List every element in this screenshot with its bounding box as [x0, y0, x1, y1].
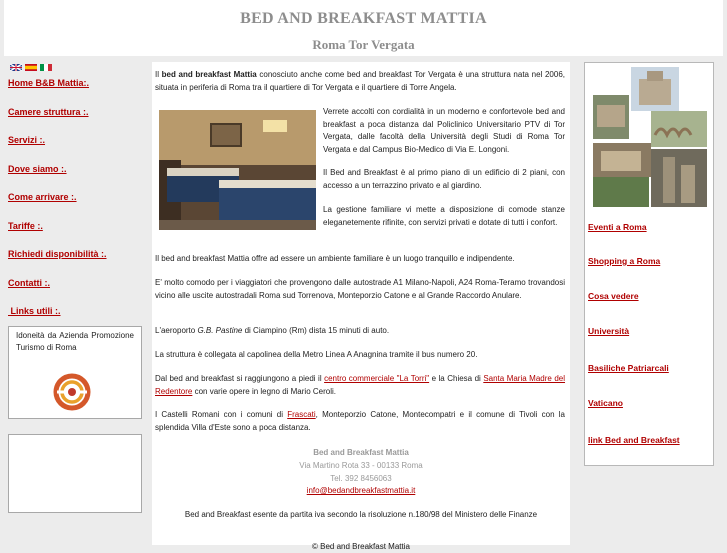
airport-paragraph: L'aeroporto G.B. Pastine di Ciampino (Rm) dista 15 minuti di auto. [155, 326, 390, 335]
nav-contatti[interactable]: Contatti :. [8, 277, 50, 288]
rome-photo-collage [593, 65, 708, 210]
nav-dove-siamo[interactable]: Dove siamo :. [8, 163, 67, 174]
right-link-bed-and-breakfast[interactable]: link Bed and Breakfast [588, 435, 680, 445]
nav-links-utili[interactable]: Links utili :. [8, 306, 61, 316]
left-sidebar [4, 62, 144, 545]
right-link-vaticano[interactable]: Vaticano [588, 398, 623, 408]
contact-name: Bed and Breakfast Mattia [313, 448, 409, 457]
castelli-paragraph: I Castelli Romani con i comuni di Frascati, Monteporzio Catone, Montecompatri e il comune di Tivoli con la splendida Villa d'Este sono a poca distanza. [155, 410, 565, 432]
contact-email-wrap [152, 484, 570, 497]
nav-disponibilita[interactable]: Richiedi disponibilità :. [8, 249, 107, 259]
copyright: © Bed and Breakfast Mattia [312, 542, 410, 551]
walk-paragraph: Dal bed and breakfast si raggiungono a piedi il centro commerciale "La Torri" e la Chiesa di Santa Maria Madre del Redentore con varie opere in legno di Mario Ceroli. [155, 374, 566, 396]
left-empty-box [8, 434, 142, 513]
tourism-approval-box [8, 326, 142, 419]
footer-note: Bed and Breakfast esente da partita iva secondo la risoluzione n.180/98 del Ministero delle Finanze [184, 510, 538, 519]
main-content [152, 62, 570, 551]
ambient-paragraph: Il bed and breakfast Mattia offre ad essere un ambiente familiare è un luogo tranquillo e indipendente. [155, 254, 515, 263]
right-link-shopping[interactable]: Shopping a Roma [588, 256, 661, 266]
metro-paragraph: La struttura è collegata al capolinea della Metro Linea A Anagnina tramite il bus numero 20. [155, 350, 478, 359]
intro-paragraph: Il bed and breakfast Mattia conosciuto anche come bed and breakfast Tor Vergata è una struttura nata nel 2006, situata in periferia di Roma tra il quartiere di Tor Vergata e il quartiere di Torre Angela. [155, 70, 565, 92]
right-link-eventi[interactable]: Eventi a Roma [588, 222, 647, 232]
site-header [4, 0, 723, 56]
flag-spain-icon[interactable] [25, 64, 37, 71]
site-subtitle: Roma Tor Vergata [312, 37, 415, 52]
contact-address: Via Martino Rota 33 - 00133 Roma [299, 461, 423, 470]
highway-paragraph: E' molto comodo per i viaggiatori che provengono dalle autostrade A1 Milano-Napoli, A24 Roma-Teramo trovandosi vicino alle uscite autostradali Roma sud Torrenova, Monteporzio Catone e al Grande Raccordo Anulare. [155, 278, 565, 300]
right-link-universita[interactable]: Università [588, 326, 630, 336]
floor-paragraph: Il Bed and Breakfast è al primo piano di un edificio di 2 piani, con accesso a un terrazzino privato e al giardino. [323, 168, 565, 190]
right-sidebar [584, 62, 714, 466]
welcome-paragraph: Verrete accolti con cordialità in un moderno e confortevole bed and breakfast a poca distanza dal Policlinico Universitario PTV di Tor Vergata, dalle facoltà della Università degli Studi di Roma Tor Vergata e dal Campus Bio-Medico di Via E. Longoni. [323, 107, 565, 154]
flag-uk-icon[interactable] [10, 64, 22, 71]
nav-home[interactable]: Home B&B Mattia:. [8, 78, 90, 88]
link-frascati[interactable]: Frascati [287, 410, 316, 419]
tourism-approval-text: Idoneità da Azienda Promozione Turismo di Roma [16, 331, 134, 352]
tourism-logo-icon [53, 373, 91, 411]
link-centro-commerciale[interactable]: centro commerciale "La Torri" [324, 374, 430, 383]
right-link-cosa-vedere[interactable]: Cosa vedere [588, 291, 639, 301]
site-title: BED AND BREAKFAST MATTIA [240, 10, 487, 27]
contact-phone: Tel. 392 8456063 [330, 474, 392, 483]
room-photo [159, 110, 316, 230]
contact-email[interactable]: info@bedandbreakfastmattia.it [306, 486, 416, 495]
family-paragraph: La gestione familiare vi mette a disposizione di comode stanze eleganetemente rifinite, con servizi privati e dotate di tutti i confort. [323, 205, 565, 227]
right-link-basiliche[interactable]: Basiliche Patriarcali [588, 363, 669, 373]
intro-brand: bed and breakfast Mattia [161, 70, 257, 79]
nav-servizi[interactable]: Servizi :. [8, 135, 46, 145]
nav-tariffe[interactable]: Tariffe :. [8, 220, 43, 231]
nav-come-arrivare[interactable]: Come arrivare :. [8, 192, 77, 202]
main-nav [8, 74, 144, 331]
flag-italy-icon[interactable] [40, 64, 52, 71]
nav-camere[interactable]: Camere struttura :. [8, 106, 89, 117]
link-santa-maria[interactable]: Santa Maria Madre del Redentore [155, 374, 566, 396]
language-flags [10, 62, 144, 74]
